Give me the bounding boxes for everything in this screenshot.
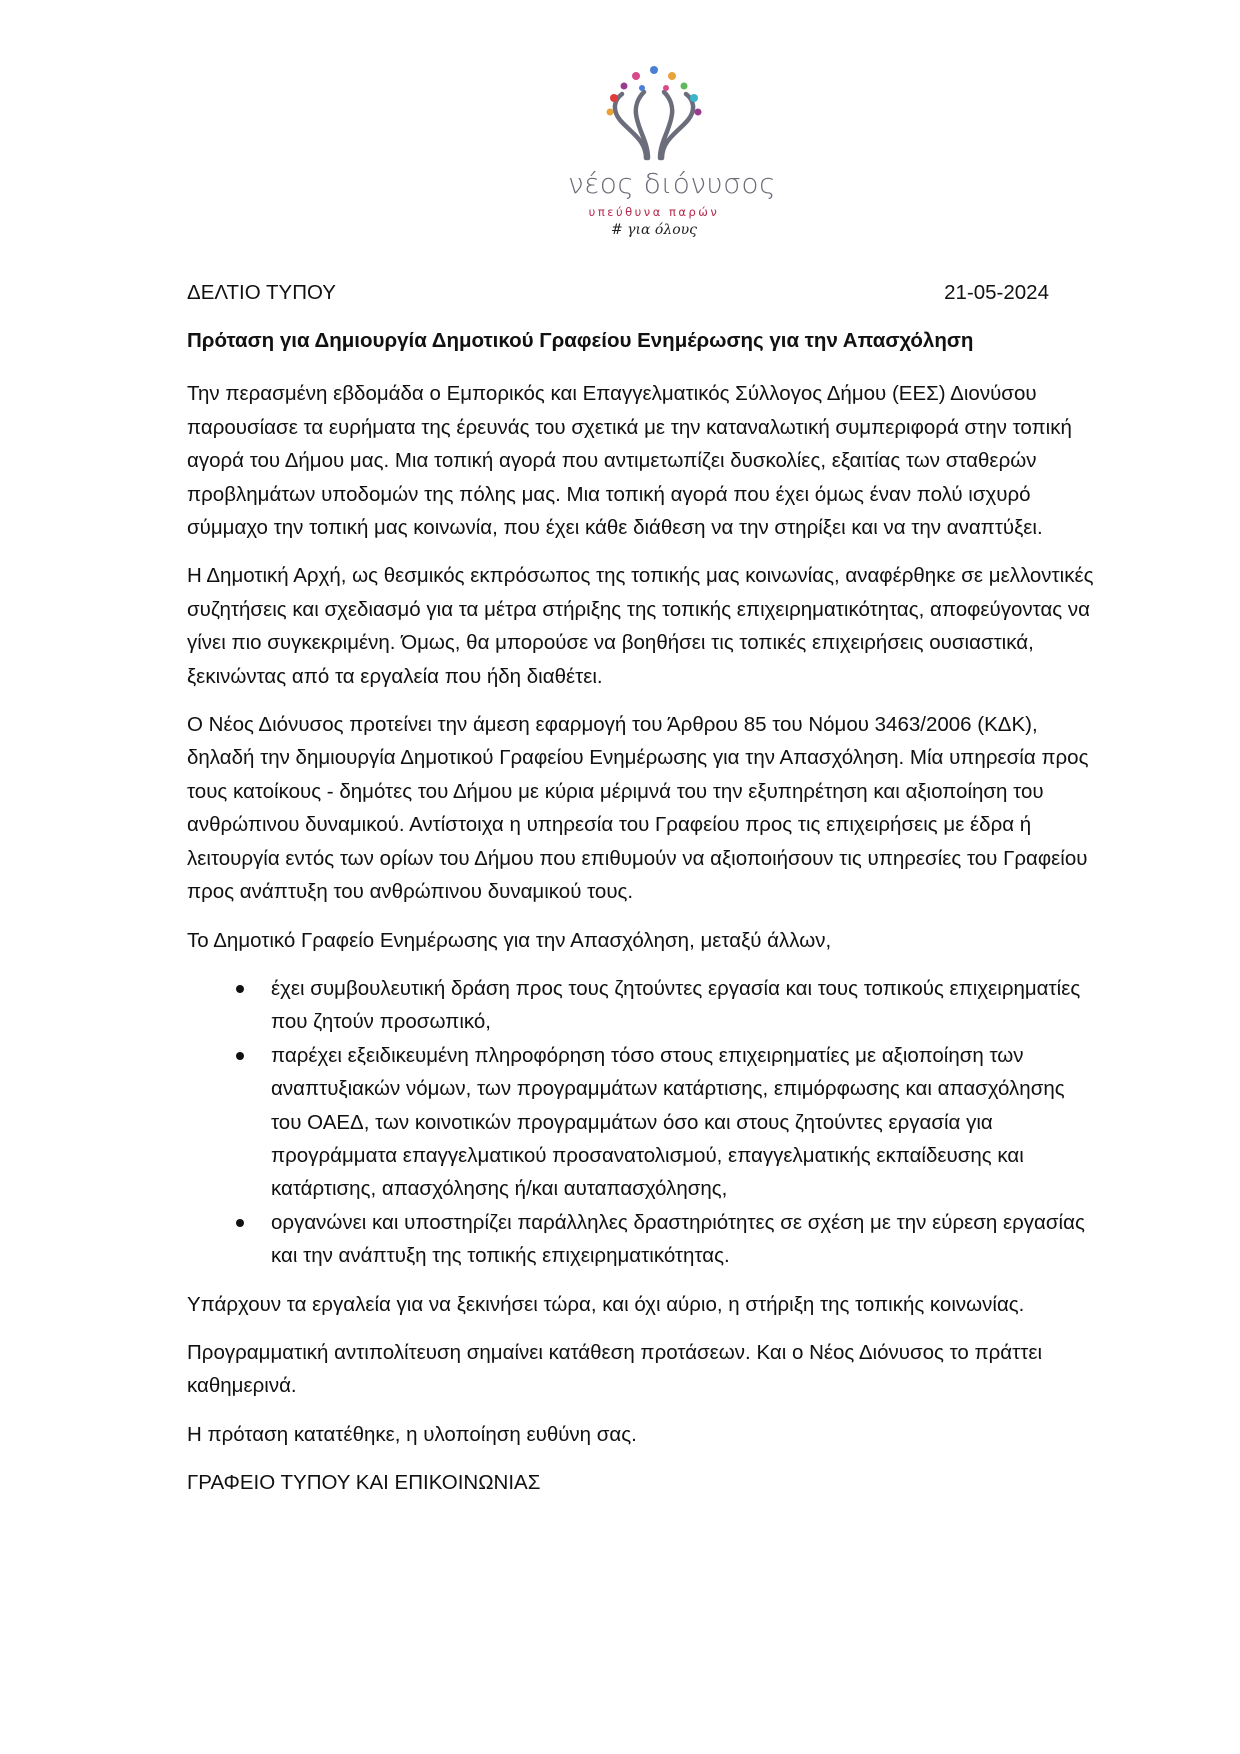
closing-paragraph: Υπάρχουν τα εργαλεία για να ξεκινήσει τώρα, και όχι αύριο, η στήριξη της τοπικής κοινωνίας. — [187, 1292, 1025, 1316]
document-title: Πρόταση για Δημιουργία Δημοτικού Γραφείου Ενημέρωσης για την Απασχόληση — [187, 329, 974, 352]
body-paragraph: Την περασμένη εβδομάδα ο Εμπορικός και Επαγγελματικός Σύλλογος Δήμου (ΕΕΣ) Διονύσου παρουσίασε τα ευρήματα της έρευνάς του σχετικά με την καταναλωτική συμπεριφορά στην τοπική αγορά του Δήμου μας. Μια τοπική αγορά που αντιμετωπίζει δυσκολίες, εξαιτίας των σταθερών προβλημάτων υποδομών της πόλης μας. Μια τοπική αγορά που έχει όμως έναν πολύ ισχυρό σύμμαχο την τοπική μας κοινωνία, που έχει κάθε διάθεση να την στηρίξει και να την αναπτύξει. — [187, 382, 1072, 540]
party-logo — [568, 62, 776, 258]
document-type-label: ΔΕΛΤΙΟ ΤΥΠΟΥ — [187, 281, 336, 304]
document-date: 21-05-2024 — [944, 281, 1049, 304]
bullet-list — [187, 972, 1097, 1273]
tree-logo-icon — [568, 62, 740, 162]
bullet-item: οργανώνει και υποστηρίζει παράλληλες δραστηριότητες σε σχέση με την εύρεση εργασίας και την ανάπτυξη της τοπικής επιχειρηματικότητας. — [271, 1206, 1097, 1273]
closing-paragraph: Προγραμματική αντιπολίτευση σημαίνει κατάθεση προτάσεων. Και ο Νέος Διόνυσος το πράττει καθημερινά. — [187, 1340, 1043, 1398]
logo-dots — [607, 66, 702, 116]
document-body — [187, 324, 1097, 1515]
signature: ΓΡΑΦΕΙΟ ΤΥΠΟΥ ΚΑΙ ΕΠΙΚΟΙΝΩΝΙΑΣ — [187, 1471, 541, 1495]
bullet-item: παρέχει εξειδικευμένη πληροφόρηση τόσο στους επιχειρηματίες με αξιοποίηση των αναπτυξιακών νόμων, των προγραμμάτων κατάρτισης, επιμόρφωσης και απασχόλησης του ΟΑΕΔ, των κοινοτικών προγραμμάτων όσο και στους ζητούντες εργασία για προγράμματα επαγγελματικού προσανατολισμού, επαγγελματικής εκπαίδευσης και κατάρτισης, απασχόλησης ή/και αυταπασχόλησης, — [271, 1039, 1097, 1206]
bullet-item: έχει συμβουλευτική δράση προς τους ζητούντες εργασία και τους τοπικούς επιχειρηματίες που ζητούν προσωπικό, — [271, 972, 1097, 1039]
body-paragraph: Ο Νέος Διόνυσος προτείνει την άμεση εφαρμογή του Άρθρου 85 του Νόμου 3463/2006 (ΚΔΚ), δηλαδή την δημιουργία Δημοτικού Γραφείου Ενημέρωσης για την Απασχόληση. Μία υπηρεσία προς τους κατοίκους - δημότες του Δήμου με κύρια μέριμνά του την εξυπηρέτηση και αξιοποίηση του ανθρώπινου δυναμικού. Αντίστοιχα η υπηρεσία του Γραφείου προς τις επιχειρήσεις με έδρα ή λειτουργία εντός των ορίων του Δήμου που επιθυμούν να αξιοποιήσουν τις υπηρεσίες του Γραφείου προς ανάπτυξη του ανθρώπινου δυναμικού τους. — [187, 713, 1089, 904]
body-paragraph: Το Δημοτικό Γραφείο Ενημέρωσης για την Απασχόληση, μεταξύ άλλων, — [187, 928, 832, 952]
logo-name: νέος διόνυσος — [568, 167, 776, 200]
body-paragraph: Η Δημοτική Αρχή, ως θεσμικός εκπρόσωπος της τοπικής μας κοινωνίας, αναφέρθηκε σε μελλοντικές συζητήσεις και σχεδιασμό για τα μέτρα στήριξης της τοπικής επιχειρηματικότητας, αποφεύγοντας να γίνει πιο συγκεκριμένη. Όμως, θα μπορούσε να βοηθήσει τις τοπικές επιχειρήσεις ουσιαστικά, ξεκινώντας από τα εργαλεία που ήδη διαθέτει. — [187, 564, 1094, 688]
logo-tagline: υπεύθυνα παρών — [588, 205, 720, 219]
closing-paragraph: Η πρόταση κατατέθηκε, η υλοποίηση ευθύνη σας. — [187, 1422, 637, 1446]
document-header — [187, 281, 1049, 311]
logo-hashtag: # για όλους — [610, 222, 698, 238]
